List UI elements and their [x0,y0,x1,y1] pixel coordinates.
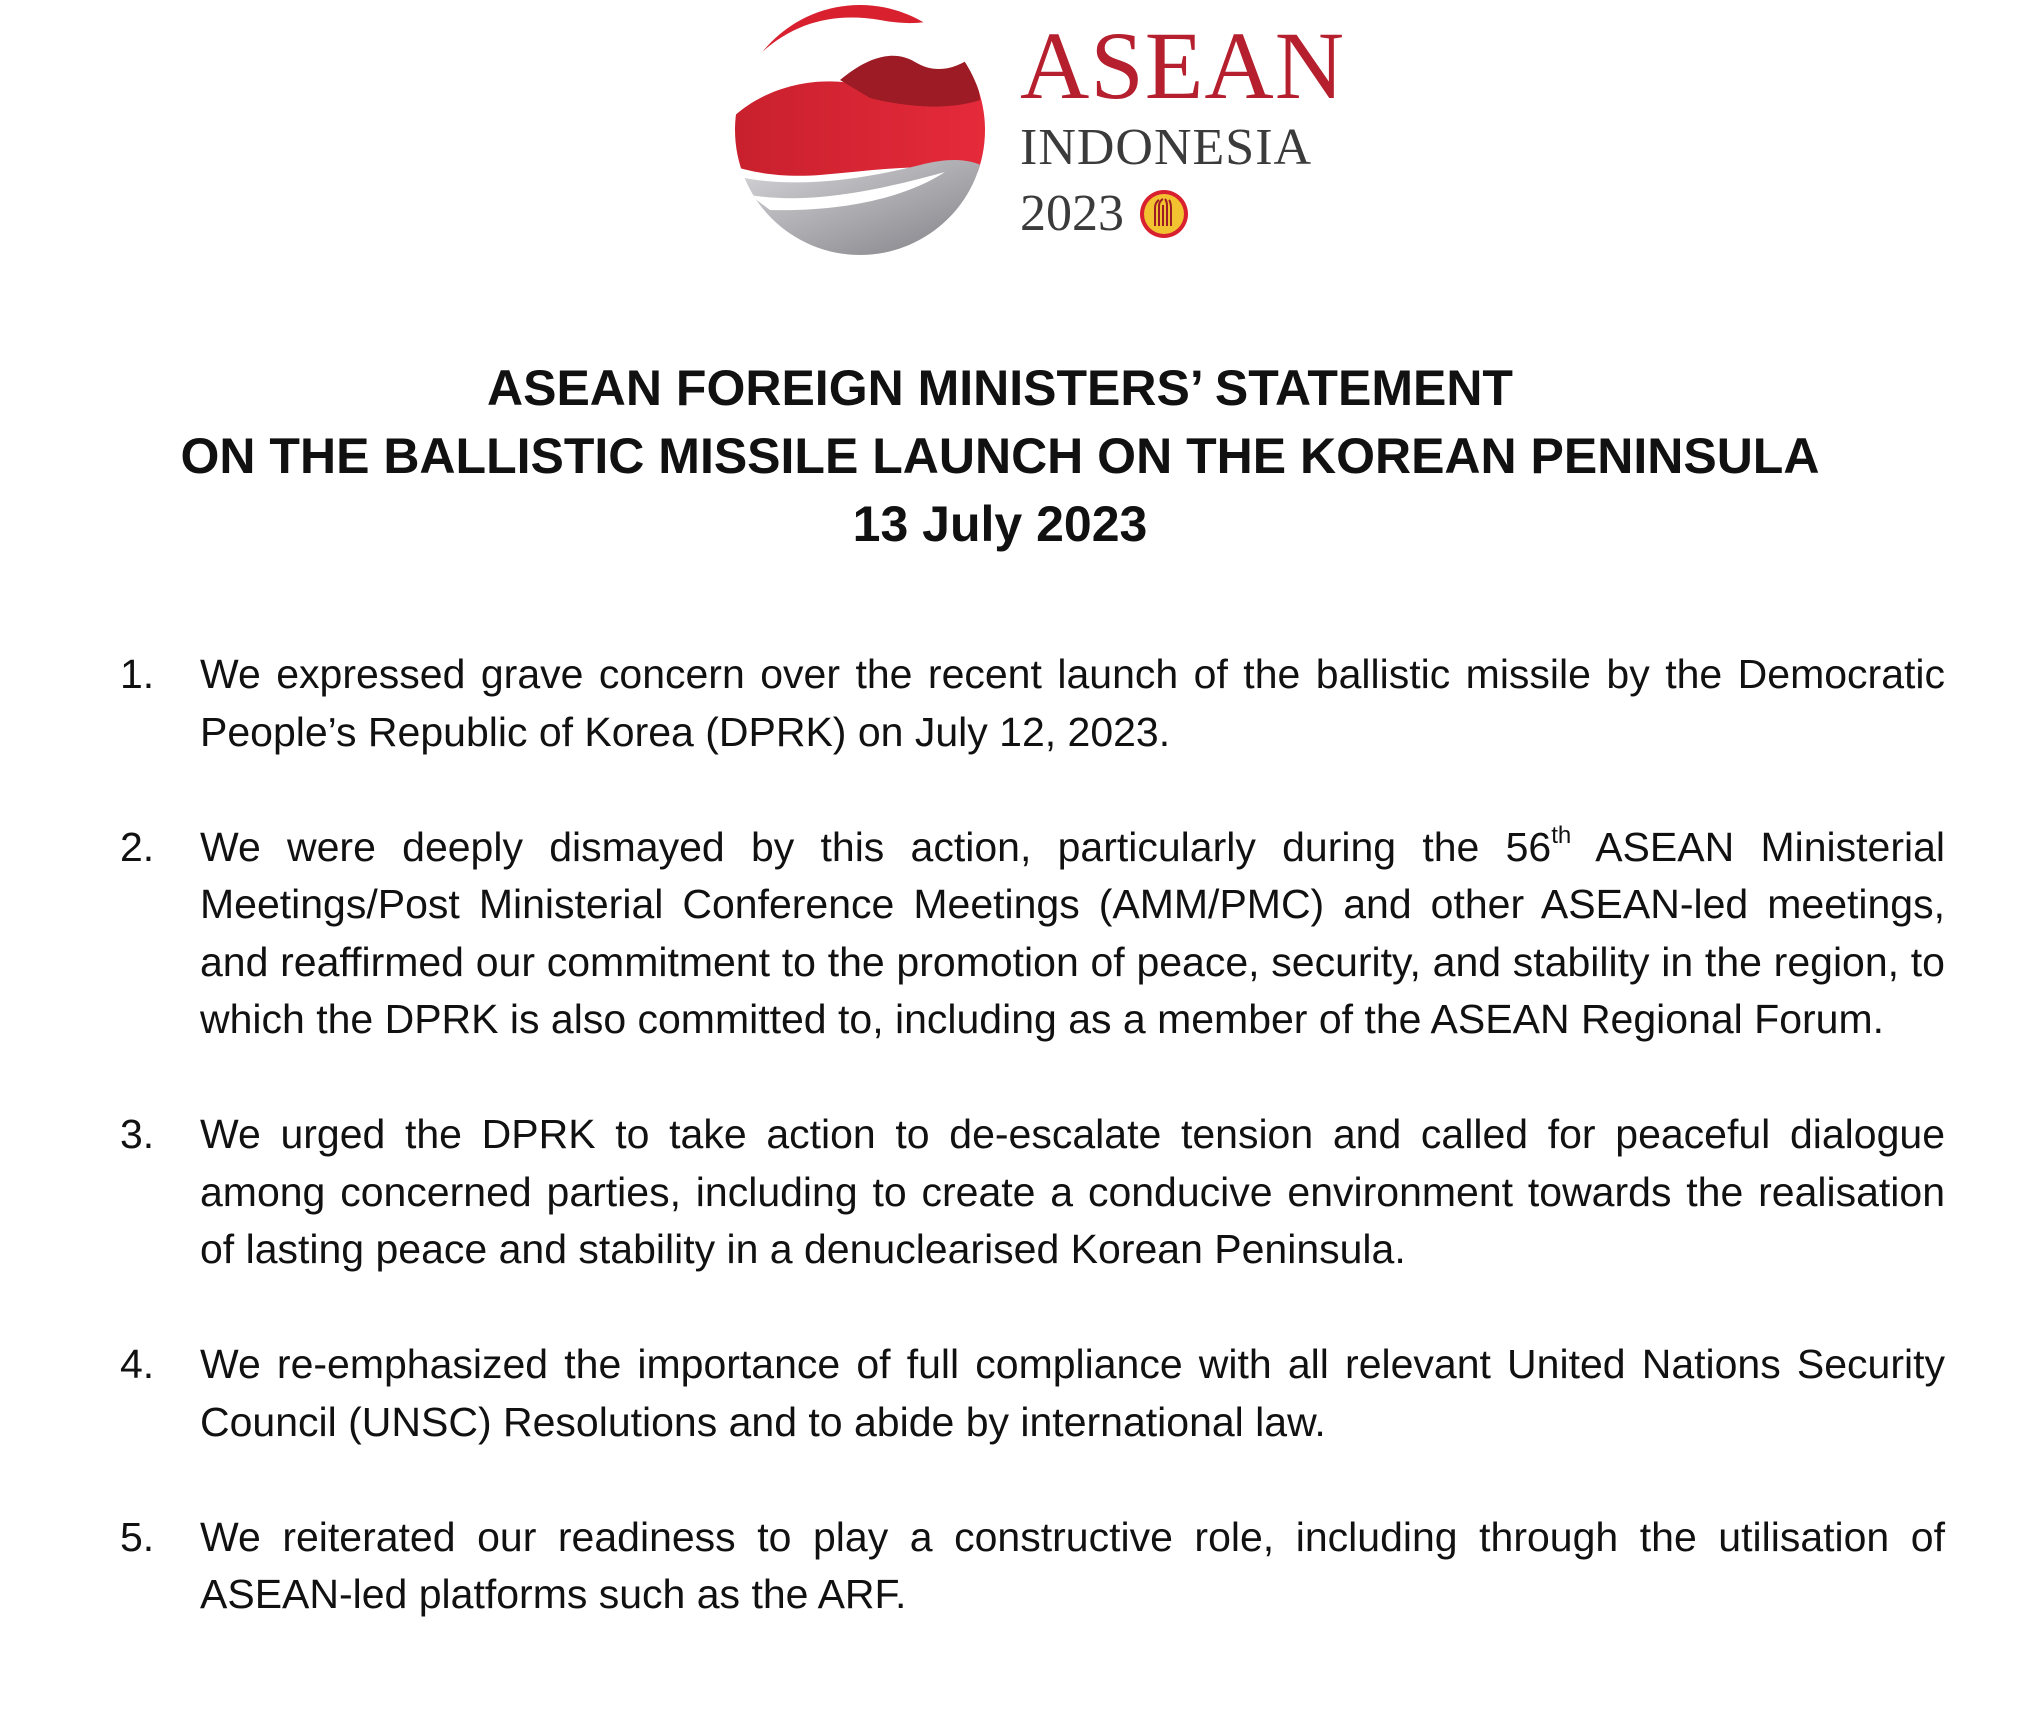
logo-year-text: 2023 [1020,185,1124,242]
asean-indonesia-2023-logo [730,0,1346,260]
asean-emblem-icon [730,0,990,260]
title-line-2: ON THE BALLISTIC MISSILE LAUNCH ON THE KOREAN PENINSULA [180,428,1820,484]
item-text-post: ASEAN Ministerial Meetings/Post Ministerial Conference Meetings (AMM/PMC) and other ASEAN-led meetings, and reaffirmed our commitment to the promotion of peace, security, and stability in the region, to which the DPRK is also committed to, including as a member of the ASEAN Regional Forum. [200,823,1945,1042]
statement-item [120,1106,1945,1279]
item-number: 2. [120,823,155,870]
item-text: We expressed grave concern over the recent launch of the ballistic missile by the Democratic People’s Republic of Korea (DPRK) on July 12, 2023. [200,651,1945,755]
logo-wordmark [1020,12,1346,244]
item-text: We re-emphasized the importance of full compliance with all relevant United Nations Security Council (UNSC) Resolutions and to abide by international law. [200,1341,1945,1445]
item-number: 4. [120,1341,155,1387]
item-text [200,819,1945,1049]
statement-title [0,354,2000,558]
statement-item [120,819,1945,1049]
item-text: We reiterated our readiness to play a constructive role, including through the utilisation of ASEAN-led platforms such as the ARF. [200,1513,1945,1617]
statement-item [120,1336,1945,1451]
title-line-1: ASEAN FOREIGN MINISTERS’ STATEMENT [487,360,1513,416]
item-text: We urged the DPRK to take action to de-escalate tension and called for peaceful dialogue among concerned parties, including to create a conducive environment towards the realisation of lasting peace and stability in a denuclearised Korean Peninsula. [200,1111,1945,1272]
asean-seal-icon [1138,188,1190,240]
item-number: 1. [120,651,155,697]
statement-points [120,646,1945,1681]
item-number: 3. [120,1111,155,1157]
logo-country-text: INDONESIA [1020,119,1313,176]
statement-item [120,646,1945,761]
title-date: 13 July 2023 [852,496,1148,552]
statement-item [120,1509,1945,1624]
item-text-pre: We were deeply dismayed by this action, particularly during the 56 [200,823,1552,870]
logo-year-row [1020,184,1345,244]
logo-asean-text: ASEAN [1020,12,1346,119]
ordinal-suffix: th [1551,821,1572,849]
item-number: 5. [120,1513,155,1560]
